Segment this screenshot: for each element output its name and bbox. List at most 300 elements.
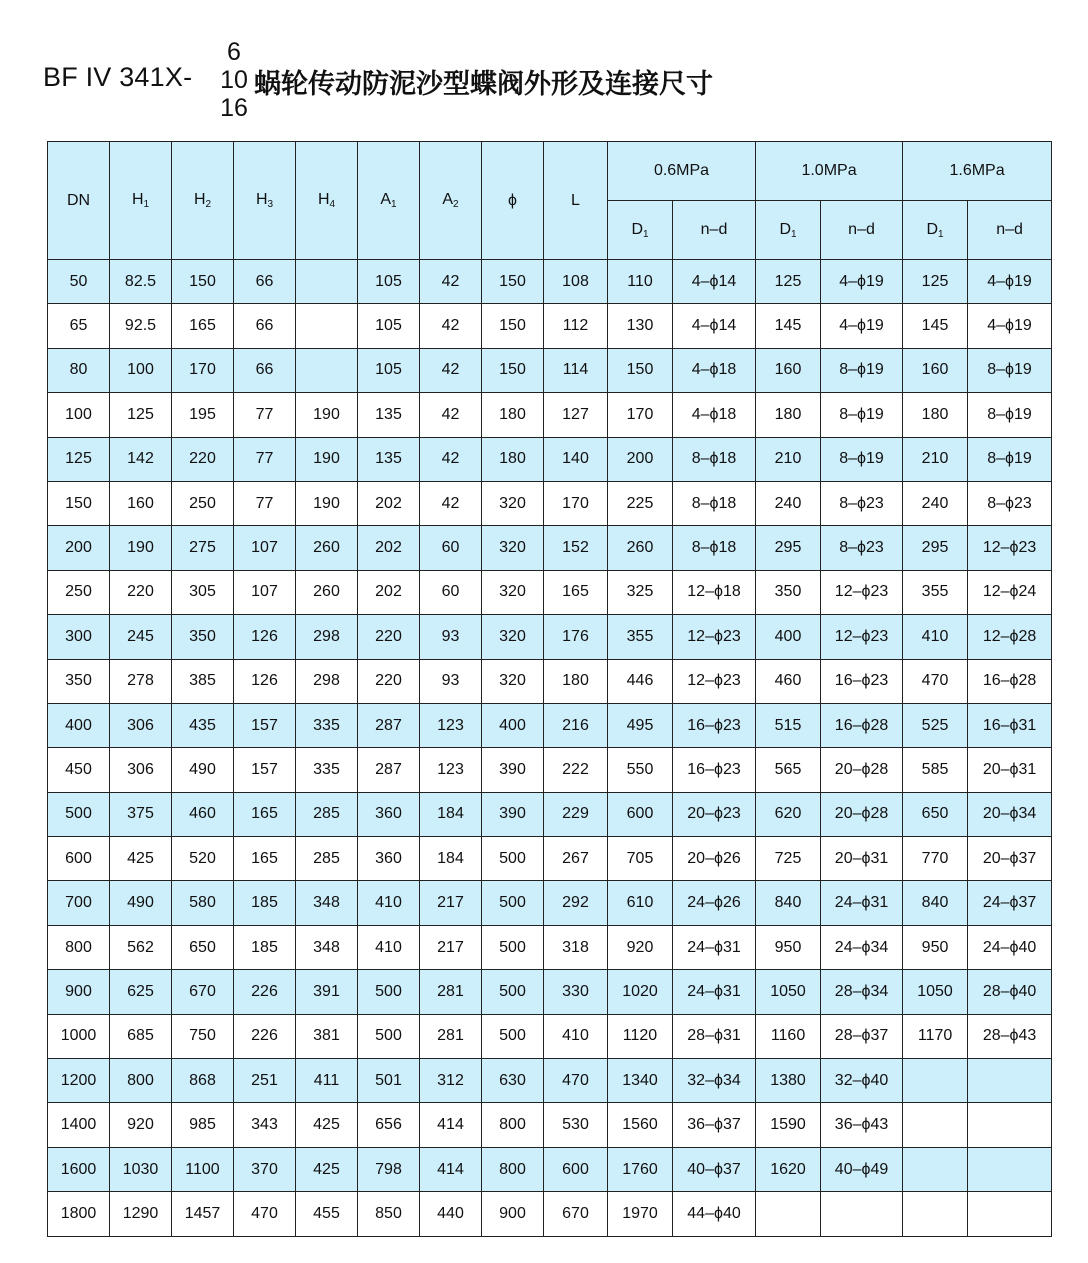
table-cell: 580 — [172, 881, 234, 925]
table-cell: 180 — [756, 393, 821, 437]
table-cell: 200 — [608, 437, 673, 481]
table-cell: 350 — [48, 659, 110, 703]
table-cell: 145 — [903, 304, 968, 348]
table-cell: 400 — [48, 703, 110, 747]
table-cell: 670 — [172, 970, 234, 1014]
column-header-subscript: 1 — [643, 228, 649, 240]
table-row — [48, 1147, 1052, 1191]
table-cell: 180 — [903, 393, 968, 437]
table-cell: 260 — [608, 526, 673, 570]
table-cell: 298 — [296, 615, 358, 659]
table-cell: 1800 — [48, 1192, 110, 1236]
table-row — [48, 1192, 1052, 1236]
table-cell: 501 — [358, 1059, 420, 1103]
table-cell: 490 — [172, 748, 234, 792]
table-row — [48, 703, 1052, 747]
table-cell: 375 — [110, 792, 172, 836]
table-cell: 105 — [358, 260, 420, 304]
table-cell: 8–ϕ19 — [821, 393, 903, 437]
table-cell: 77 — [234, 481, 296, 525]
table-cell: 1620 — [756, 1147, 821, 1191]
table-cell: 125 — [48, 437, 110, 481]
table-cell: 107 — [234, 526, 296, 570]
table-cell: 150 — [482, 260, 544, 304]
table-cell: 24–ϕ37 — [968, 881, 1052, 925]
table-cell: 217 — [420, 881, 482, 925]
table-cell: 267 — [544, 837, 608, 881]
table-cell: 1170 — [903, 1014, 968, 1058]
table-cell: 8–ϕ19 — [821, 437, 903, 481]
table-cell: 93 — [420, 615, 482, 659]
table-cell: 150 — [608, 348, 673, 392]
column-header-subscript: 2 — [453, 199, 459, 210]
column-header-label: L — [571, 191, 580, 209]
table-cell: 460 — [756, 659, 821, 703]
table-cell: 157 — [234, 748, 296, 792]
table-cell: 50 — [48, 260, 110, 304]
column-header-subscript: 1 — [391, 199, 397, 210]
table-cell: 840 — [903, 881, 968, 925]
column-header-label: H — [255, 191, 268, 208]
table-cell: 500 — [482, 881, 544, 925]
table-cell: 600 — [48, 837, 110, 881]
table-cell: 410 — [358, 881, 420, 925]
table-cell: 798 — [358, 1147, 420, 1191]
table-cell: 530 — [544, 1103, 608, 1147]
table-cell — [903, 1147, 968, 1191]
table-row — [48, 925, 1052, 969]
table-cell: 470 — [234, 1192, 296, 1236]
table-cell: 114 — [544, 348, 608, 392]
table-cell: 470 — [903, 659, 968, 703]
table-cell: 20–ϕ28 — [821, 748, 903, 792]
table-cell: 42 — [420, 437, 482, 481]
table-cell: 92.5 — [110, 304, 172, 348]
table-cell: 4–ϕ19 — [821, 304, 903, 348]
column-header-d1 — [756, 201, 821, 260]
table-cell: 411 — [296, 1059, 358, 1103]
table-cell: 42 — [420, 348, 482, 392]
table-cell: 160 — [756, 348, 821, 392]
column-header-label: D — [631, 220, 643, 238]
table-cell: 135 — [358, 437, 420, 481]
column-header-a1 — [358, 142, 420, 260]
table-cell: 348 — [296, 881, 358, 925]
table-cell: 220 — [110, 570, 172, 614]
table-cell: 28–ϕ34 — [821, 970, 903, 1014]
table-cell — [968, 1192, 1052, 1236]
table-cell: 165 — [544, 570, 608, 614]
column-header-label: D — [926, 220, 939, 238]
table-cell: 320 — [482, 615, 544, 659]
table-cell: 1020 — [608, 970, 673, 1014]
table-cell: 495 — [608, 703, 673, 747]
table-cell: 360 — [358, 837, 420, 881]
column-header-subscript: 4 — [329, 199, 336, 210]
table-row — [48, 881, 1052, 925]
table-cell: 16–ϕ28 — [968, 659, 1052, 703]
table-cell: 500 — [482, 1014, 544, 1058]
table-cell: 226 — [234, 1014, 296, 1058]
table-cell: 108 — [544, 260, 608, 304]
table-cell: 8–ϕ19 — [968, 437, 1052, 481]
table-cell: 184 — [420, 792, 482, 836]
table-cell: 93 — [420, 659, 482, 703]
table-cell: 202 — [358, 481, 420, 525]
table-cell: 157 — [234, 703, 296, 747]
table-row — [48, 1103, 1052, 1147]
table-cell: 16–ϕ23 — [673, 748, 756, 792]
table-cell: 1160 — [756, 1014, 821, 1058]
table-cell: 800 — [110, 1059, 172, 1103]
column-header-h3 — [234, 142, 296, 260]
column-header-d1 — [903, 201, 968, 260]
column-header-d1 — [608, 201, 673, 260]
table-cell: 165 — [234, 792, 296, 836]
column-header-l — [544, 142, 608, 260]
table-cell: 42 — [420, 393, 482, 437]
table-cell: 4–ϕ19 — [968, 260, 1052, 304]
table-cell: 370 — [234, 1147, 296, 1191]
table-cell: 410 — [903, 615, 968, 659]
table-cell: 335 — [296, 748, 358, 792]
column-header-subscript: 1 — [791, 228, 797, 240]
table-cell: 278 — [110, 659, 172, 703]
column-header-subscript: 1 — [938, 228, 944, 240]
table-cell: 1200 — [48, 1059, 110, 1103]
table-cell — [296, 348, 358, 392]
column-header-subscript: 1 — [143, 199, 150, 210]
table-cell: 16–ϕ31 — [968, 703, 1052, 747]
table-cell: 275 — [172, 526, 234, 570]
table-cell: 200 — [48, 526, 110, 570]
pressure-rating: 10 — [220, 66, 248, 94]
table-cell: 4–ϕ14 — [673, 260, 756, 304]
table-cell: 20–ϕ34 — [968, 792, 1052, 836]
table-cell: 140 — [544, 437, 608, 481]
table-cell: 500 — [48, 792, 110, 836]
table-cell: 220 — [358, 615, 420, 659]
table-row — [48, 659, 1052, 703]
table-cell: 20–ϕ31 — [968, 748, 1052, 792]
table-body — [48, 260, 1052, 1237]
table-cell: 12–ϕ23 — [673, 659, 756, 703]
pressure-group-header: 0.6MPa — [608, 142, 756, 201]
table-cell: 170 — [544, 481, 608, 525]
table-cell: 28–ϕ31 — [673, 1014, 756, 1058]
table-row — [48, 348, 1052, 392]
pressure-group-header: 1.0MPa — [756, 142, 903, 201]
table-cell: 190 — [296, 393, 358, 437]
table-cell: 985 — [172, 1103, 234, 1147]
table-cell: 190 — [110, 526, 172, 570]
table-cell: 440 — [420, 1192, 482, 1236]
table-cell: 100 — [48, 393, 110, 437]
table-cell: 300 — [48, 615, 110, 659]
column-header-h2 — [172, 142, 234, 260]
column-header-label: D — [779, 220, 792, 238]
table-cell: 685 — [110, 1014, 172, 1058]
table-cell: 66 — [234, 348, 296, 392]
table-cell: 20–ϕ37 — [968, 837, 1052, 881]
table-cell: 705 — [608, 837, 673, 881]
table-cell: 325 — [608, 570, 673, 614]
table-cell: 24–ϕ31 — [821, 881, 903, 925]
table-cell: 414 — [420, 1147, 482, 1191]
table-cell: 184 — [420, 837, 482, 881]
table-cell: 28–ϕ40 — [968, 970, 1052, 1014]
table-cell: 920 — [110, 1103, 172, 1147]
pressure-rating: 16 — [220, 94, 248, 122]
table-row — [48, 748, 1052, 792]
table-cell: 185 — [234, 881, 296, 925]
table-row — [48, 481, 1052, 525]
table-cell: 306 — [110, 748, 172, 792]
table-cell: 320 — [482, 659, 544, 703]
table-cell: 125 — [756, 260, 821, 304]
table-cell: 44–ϕ40 — [673, 1192, 756, 1236]
table-cell: 112 — [544, 304, 608, 348]
table-cell: 126 — [234, 615, 296, 659]
table-cell: 165 — [234, 837, 296, 881]
table-cell: 210 — [756, 437, 821, 481]
table-cell: 8–ϕ19 — [968, 393, 1052, 437]
table-cell — [296, 304, 358, 348]
table-cell: 210 — [903, 437, 968, 481]
table-cell: 24–ϕ31 — [673, 970, 756, 1014]
title-description: 蜗轮传动防泥沙型蝶阀外形及连接尺寸 — [254, 69, 713, 99]
column-header-n-d: n–d — [673, 201, 756, 260]
column-header-a2 — [420, 142, 482, 260]
column-header-label: H — [193, 191, 206, 208]
table-row — [48, 570, 1052, 614]
table-cell: 500 — [358, 1014, 420, 1058]
table-cell: 410 — [544, 1014, 608, 1058]
table-cell: 12–ϕ23 — [673, 615, 756, 659]
table-cell: 42 — [420, 481, 482, 525]
table-cell: 8–ϕ19 — [821, 348, 903, 392]
table-cell: 24–ϕ34 — [821, 925, 903, 969]
table-cell: 110 — [608, 260, 673, 304]
table-cell: 1380 — [756, 1059, 821, 1103]
table-cell: 800 — [482, 1147, 544, 1191]
table-cell: 700 — [48, 881, 110, 925]
table-row — [48, 304, 1052, 348]
table-cell: 4–ϕ18 — [673, 348, 756, 392]
table-cell: 12–ϕ23 — [821, 570, 903, 614]
table-cell: 600 — [544, 1147, 608, 1191]
table-cell: 12–ϕ28 — [968, 615, 1052, 659]
table-cell — [296, 260, 358, 304]
table-cell: 900 — [48, 970, 110, 1014]
table-cell: 16–ϕ23 — [673, 703, 756, 747]
pressure-rating-stack — [216, 38, 252, 122]
column-header-label: H — [131, 191, 144, 208]
table-cell: 1457 — [172, 1192, 234, 1236]
table-cell: 65 — [48, 304, 110, 348]
table-cell: 4–ϕ14 — [673, 304, 756, 348]
table-cell: 500 — [482, 970, 544, 1014]
table-cell: 60 — [420, 526, 482, 570]
table-cell: 630 — [482, 1059, 544, 1103]
table-cell — [968, 1147, 1052, 1191]
table-cell: 950 — [903, 925, 968, 969]
table-cell: 105 — [358, 304, 420, 348]
table-cell: 1050 — [903, 970, 968, 1014]
table-cell: 240 — [903, 481, 968, 525]
table-cell: 240 — [756, 481, 821, 525]
table-row — [48, 792, 1052, 836]
column-header-subscript: 3 — [267, 199, 274, 210]
table-cell: 260 — [296, 570, 358, 614]
table-cell: 170 — [608, 393, 673, 437]
column-header-label: H — [317, 191, 330, 208]
table-cell: 650 — [903, 792, 968, 836]
table-cell: 185 — [234, 925, 296, 969]
table-cell: 868 — [172, 1059, 234, 1103]
table-cell: 1760 — [608, 1147, 673, 1191]
table-cell: 1000 — [48, 1014, 110, 1058]
table-cell: 251 — [234, 1059, 296, 1103]
table-cell — [968, 1059, 1052, 1103]
table-cell: 343 — [234, 1103, 296, 1147]
table-cell: 515 — [756, 703, 821, 747]
table-cell: 150 — [172, 260, 234, 304]
table-cell — [903, 1192, 968, 1236]
table-cell — [903, 1059, 968, 1103]
table-cell: 292 — [544, 881, 608, 925]
table-cell: 446 — [608, 659, 673, 703]
table-cell: 160 — [903, 348, 968, 392]
table-cell: 281 — [420, 970, 482, 1014]
table-cell: 245 — [110, 615, 172, 659]
table-cell: 320 — [482, 570, 544, 614]
table-cell: 150 — [482, 348, 544, 392]
table-cell: 32–ϕ40 — [821, 1059, 903, 1103]
table-cell: 180 — [544, 659, 608, 703]
table-cell: 190 — [296, 481, 358, 525]
column-header-phi — [482, 142, 544, 260]
table-cell: 16–ϕ28 — [821, 703, 903, 747]
table-cell: 165 — [172, 304, 234, 348]
table-cell: 450 — [48, 748, 110, 792]
table-cell: 1600 — [48, 1147, 110, 1191]
column-header-label: DN — [66, 191, 91, 209]
table-cell: 562 — [110, 925, 172, 969]
table-cell: 500 — [358, 970, 420, 1014]
column-header-dn — [48, 142, 110, 260]
table-cell: 28–ϕ43 — [968, 1014, 1052, 1058]
table-cell: 900 — [482, 1192, 544, 1236]
table-row — [48, 1014, 1052, 1058]
table-cell: 460 — [172, 792, 234, 836]
table-row — [48, 1059, 1052, 1103]
table-cell: 260 — [296, 526, 358, 570]
table-cell: 77 — [234, 393, 296, 437]
table-cell: 195 — [172, 393, 234, 437]
table-cell: 105 — [358, 348, 420, 392]
table-cell: 1400 — [48, 1103, 110, 1147]
table-cell: 66 — [234, 260, 296, 304]
table-cell: 770 — [903, 837, 968, 881]
table-cell: 1030 — [110, 1147, 172, 1191]
column-header-n-d: n–d — [821, 201, 903, 260]
dimension-table — [47, 141, 1052, 1237]
table-cell: 24–ϕ40 — [968, 925, 1052, 969]
table-cell: 295 — [903, 526, 968, 570]
table-cell: 8–ϕ19 — [968, 348, 1052, 392]
table-cell: 390 — [482, 748, 544, 792]
table-cell: 391 — [296, 970, 358, 1014]
table-cell: 100 — [110, 348, 172, 392]
table-cell: 77 — [234, 437, 296, 481]
table-cell: 8–ϕ18 — [673, 526, 756, 570]
table-cell: 355 — [608, 615, 673, 659]
table-cell: 295 — [756, 526, 821, 570]
table-cell: 127 — [544, 393, 608, 437]
column-header-h1 — [110, 142, 172, 260]
table-cell: 525 — [903, 703, 968, 747]
table-cell: 500 — [482, 837, 544, 881]
table-cell: 12–ϕ18 — [673, 570, 756, 614]
table-cell: 435 — [172, 703, 234, 747]
table-cell: 176 — [544, 615, 608, 659]
table-cell: 24–ϕ26 — [673, 881, 756, 925]
table-cell: 318 — [544, 925, 608, 969]
table-cell: 225 — [608, 481, 673, 525]
table-cell: 287 — [358, 748, 420, 792]
table-cell: 650 — [172, 925, 234, 969]
table-cell: 670 — [544, 1192, 608, 1236]
table-cell: 1290 — [110, 1192, 172, 1236]
table-cell: 20–ϕ28 — [821, 792, 903, 836]
table-cell: 281 — [420, 1014, 482, 1058]
table-cell: 170 — [172, 348, 234, 392]
table-cell: 40–ϕ37 — [673, 1147, 756, 1191]
table-row — [48, 837, 1052, 881]
table-cell: 285 — [296, 837, 358, 881]
table-cell: 12–ϕ24 — [968, 570, 1052, 614]
table-cell: 180 — [482, 437, 544, 481]
table-cell: 202 — [358, 526, 420, 570]
table-cell: 4–ϕ19 — [968, 304, 1052, 348]
table-cell: 20–ϕ23 — [673, 792, 756, 836]
table-cell: 850 — [358, 1192, 420, 1236]
table-cell: 250 — [172, 481, 234, 525]
table-cell: 1560 — [608, 1103, 673, 1147]
table-row — [48, 393, 1052, 437]
table-cell: 287 — [358, 703, 420, 747]
table-cell: 80 — [48, 348, 110, 392]
table-cell: 12–ϕ23 — [968, 526, 1052, 570]
table-cell: 142 — [110, 437, 172, 481]
table-cell: 222 — [544, 748, 608, 792]
table-cell: 217 — [420, 925, 482, 969]
table-cell: 330 — [544, 970, 608, 1014]
table-cell: 285 — [296, 792, 358, 836]
table-cell: 350 — [172, 615, 234, 659]
table-cell: 8–ϕ23 — [821, 481, 903, 525]
table-cell: 400 — [756, 615, 821, 659]
table-cell: 42 — [420, 260, 482, 304]
table-cell: 220 — [358, 659, 420, 703]
table-cell: 725 — [756, 837, 821, 881]
column-header-h4 — [296, 142, 358, 260]
table-cell: 28–ϕ37 — [821, 1014, 903, 1058]
table-cell: 42 — [420, 304, 482, 348]
table-cell: 565 — [756, 748, 821, 792]
model-prefix: BF IV 341X- — [43, 62, 193, 92]
